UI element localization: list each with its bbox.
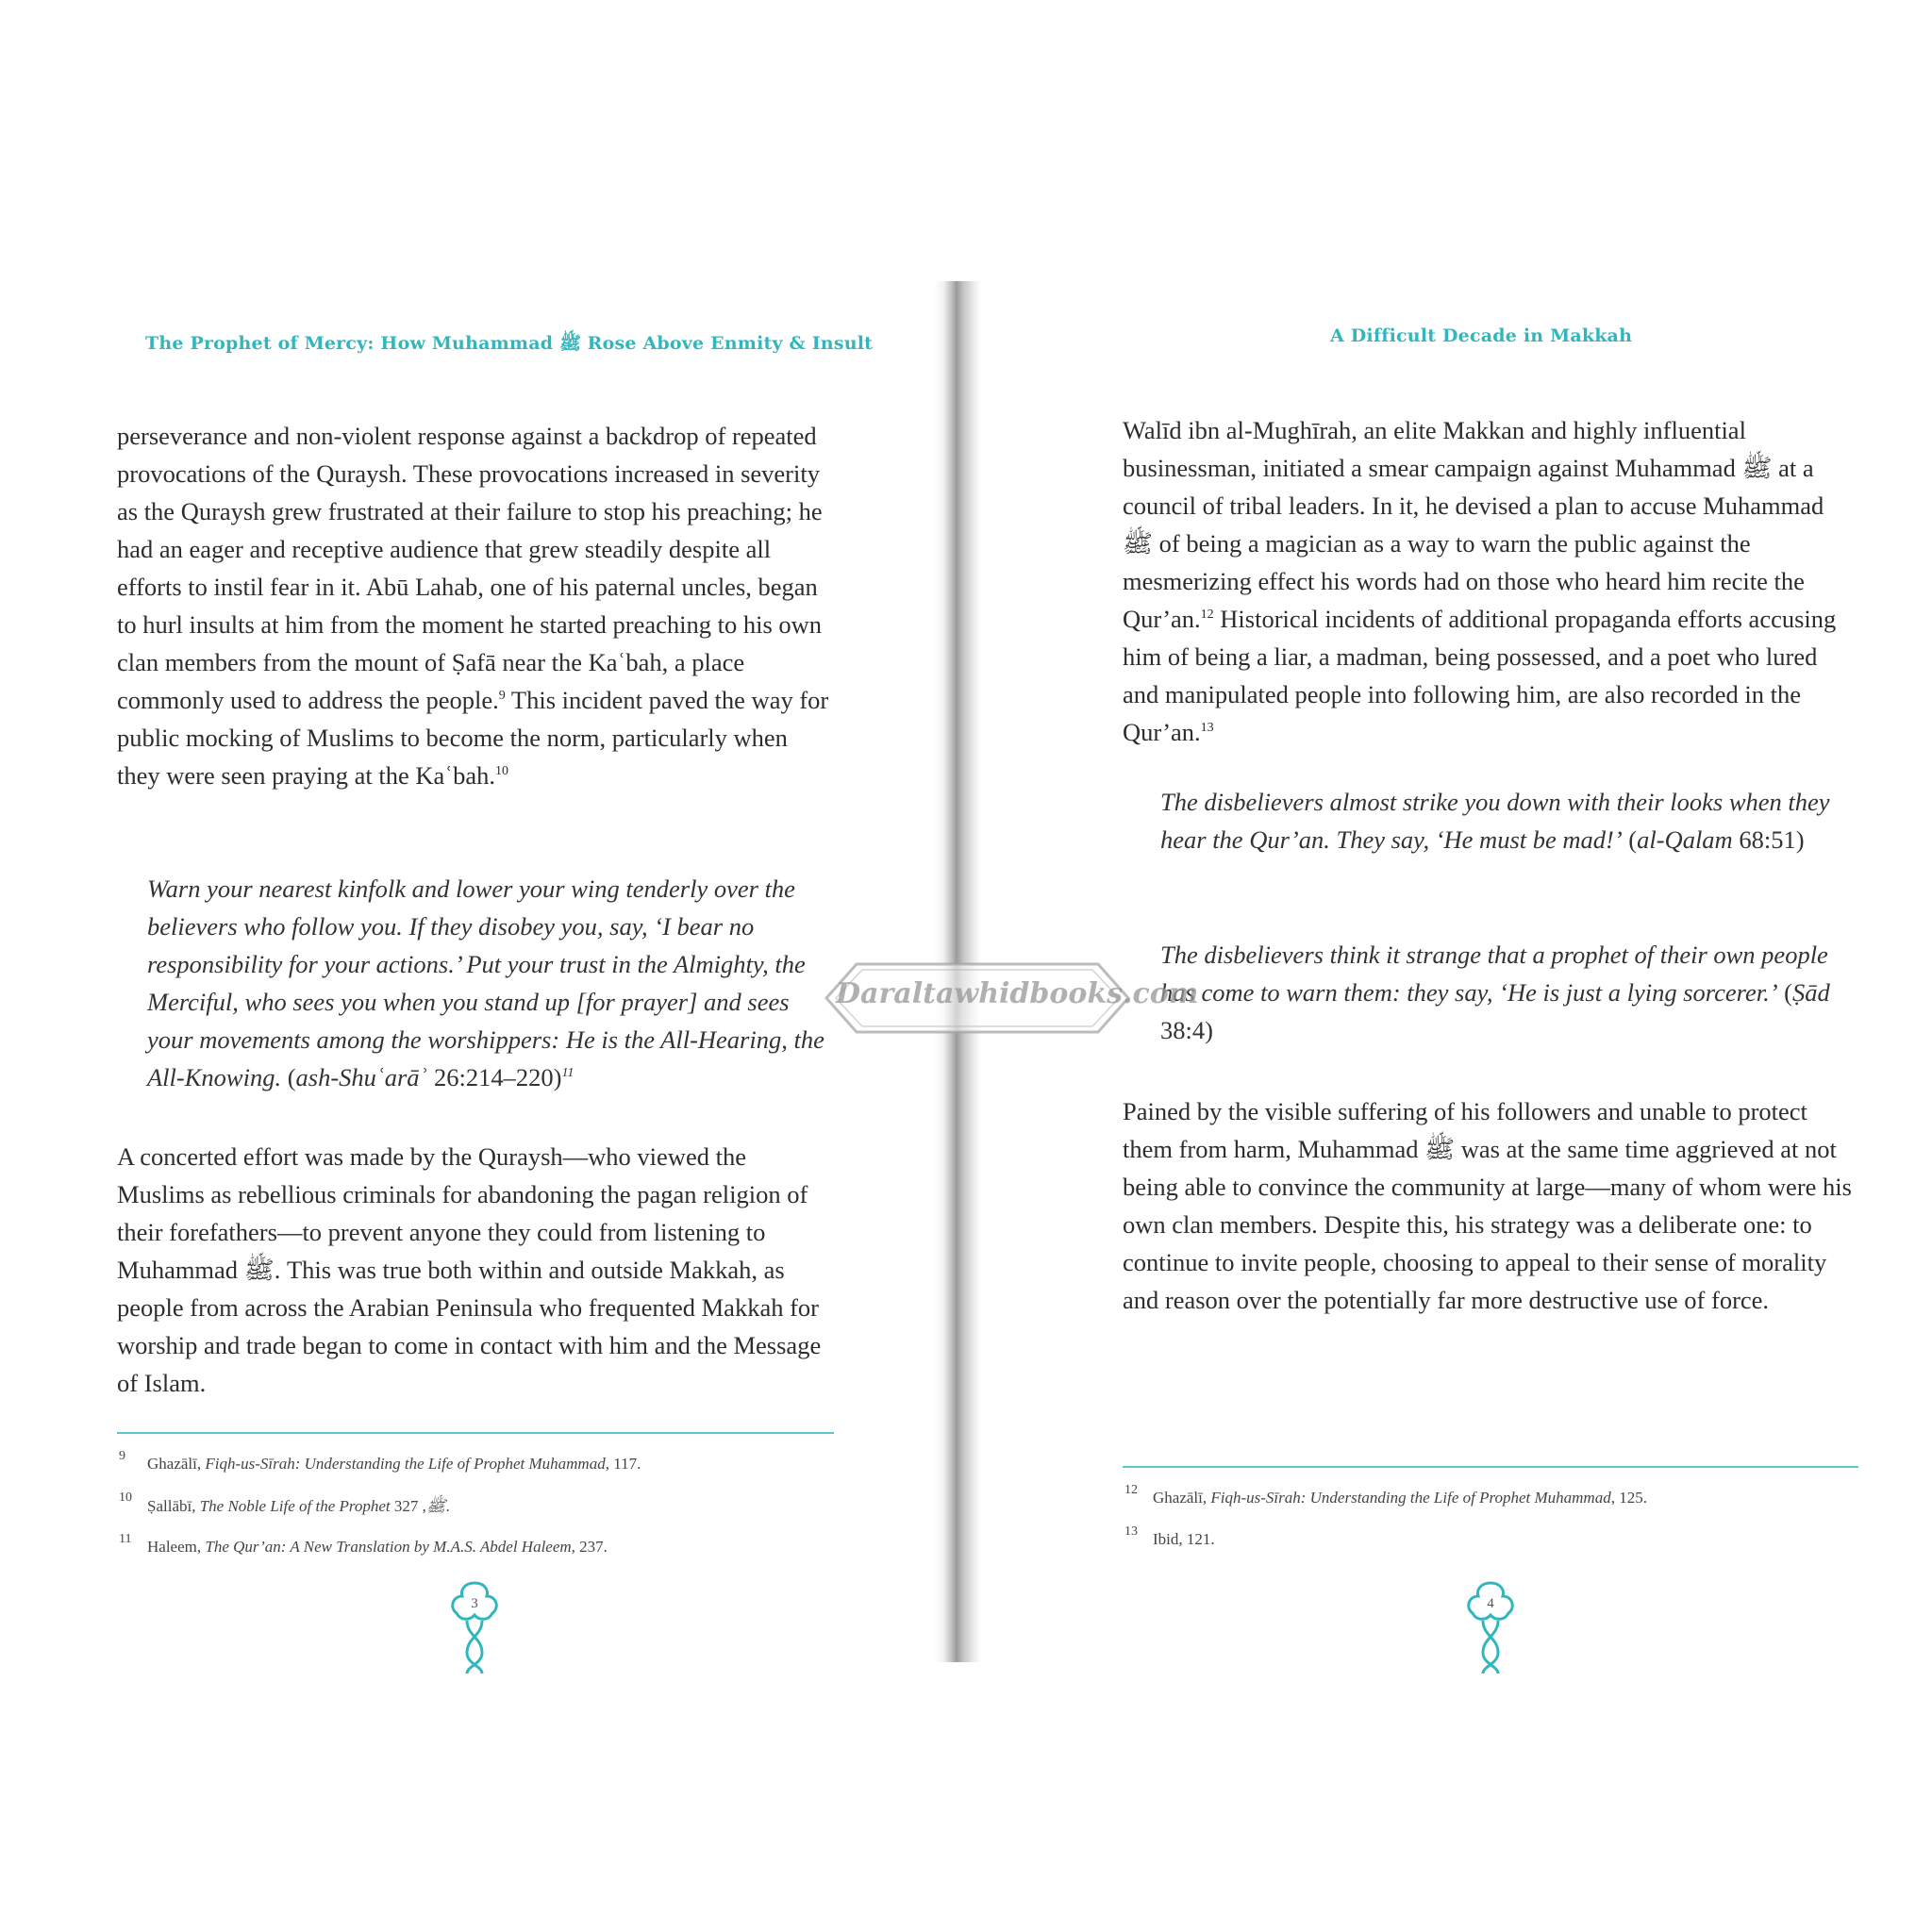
left-quote: Warn your nearest kinfolk and lower your wing tenderly over the believers who follow you. If they disobey you, say, ‘I bear no responsibility for your actions.’ Put your trust in the Almighty, the Merciful, who sees you when you stand up [for prayer] and sees your movements among the worshippers: He is the All-Hearing, the All-Knowing. (ash-Shuʿarāʾ 26:214–220)$^{11}$ xyxy=(147,874,824,1091)
right-quote-2: The disbelievers think it strange that a prophet of their own people has come to warn them: they say, ‘He is just a lying sorcerer.’ (Ṣād 38:4) xyxy=(1160,941,1830,1044)
page-number: 3 xyxy=(471,1596,478,1611)
footnote-ref-10[interactable]: 10 xyxy=(495,764,509,779)
page-number-ornament-right xyxy=(1457,1579,1524,1674)
footnote-item: 13 Ibid, 121. xyxy=(1124,1524,1215,1548)
footnote-ref-12[interactable]: 12 xyxy=(1200,608,1214,623)
page-number-ornament-left xyxy=(441,1579,508,1674)
footnote-ref-11[interactable]: 11 xyxy=(561,1066,575,1081)
page-number: 4 xyxy=(1487,1596,1494,1611)
right-footnotes xyxy=(1124,1483,1860,1572)
footnote-ref-13[interactable]: 13 xyxy=(1200,721,1214,736)
watermark xyxy=(798,953,1199,1043)
footnote-ref-9[interactable]: 9 xyxy=(498,689,506,704)
left-running-head: The Prophet of Mercy: How Muhammad ﷺ Rose Above Enmity & Insult xyxy=(145,333,874,354)
footnote-item: 10 Ṣallābī, The Noble Life of the Prophet ﷺ, 327. xyxy=(119,1491,450,1515)
right-paragraph-1: Walīd ibn al-Mughīrah, an elite Makkan and highly influential businessman, initiated a smear campaign against Muhammad ﷺ at a council of tribal leaders. In it, he devised a plan to accuse Muhammad ﷺ of being a magician as a way to warn the public against the mesmerizing effect his words had on those who heard him recite the Qur’an.$^{12}$ Historical incidents of additional propaganda efforts accusing him of being a liar, a madman, being possessed, and a poet who lured and manipulated people into following him, are also recorded in the Qur’an.$^{13}$ xyxy=(1123,416,1837,746)
footnote-item: 12 Ghazālī, Fiqh-us-Sīrah: Understanding the Life of Prophet Muhammad, 125. xyxy=(1124,1483,1647,1507)
knot-ornament-icon xyxy=(441,1579,508,1674)
right-running-head: A Difficult Decade in Makkah xyxy=(1330,325,1633,346)
right-paragraph-2: Pained by the visible suffering of his followers and unable to protect them from harm, Muhammad ﷺ was at the same time aggrieved at not being able to convince the community at large—many of whom were his own clan members. Despite this, his strategy was a deliberate one: to continue to invite people, choosing to appeal to their sense of morality and reason over the potentially far more destructive use of force. xyxy=(1123,1097,1852,1314)
footnote-item: 9 Ghazālī, Fiqh-us-Sīrah: Understanding the Life of Prophet Muhammad, 117. xyxy=(119,1449,641,1473)
footnote-item: 11 Haleem, The Qur’an: A New Translation by M.A.S. Abdel Haleem, 237. xyxy=(119,1532,608,1556)
footnote-divider xyxy=(117,1432,834,1434)
left-paragraph-2: A concerted effort was made by the Quraysh—who viewed the Muslims as rebellious criminals for abandoning the pagan religion of their forefathers—to prevent anyone they could from listening to Muhammad ﷺ. This was true both within and outside Makkah, as people from across the Arabian Peninsula who frequented Makkah for worship and trade began to come in contact with him and the Message of Islam. xyxy=(117,1142,822,1397)
knot-ornament-icon xyxy=(1457,1579,1524,1674)
right-quote-1: The disbelievers almost strike you down with their looks when they hear the Qur’an. They say, ‘He must be mad!’ (al-Qalam 68:51) xyxy=(1160,788,1830,854)
footnote-divider xyxy=(1123,1466,1858,1468)
left-footnotes xyxy=(119,1449,836,1579)
watermark-text: Daraltawhidbooks.com xyxy=(836,977,1199,1010)
left-paragraph-1: perseverance and non-violent response against a backdrop of repeated provocations of the Quraysh. These provocations increased in severity as the Quraysh grew frustrated at their failure to stop his preaching; he had an eager and receptive audience that grew steadily despite all efforts to instil fear in it. Abū Lahab, one of his paternal uncles, began to hurl insults at him from the moment he started preaching to his own clan members from the mount of Ṣafā near the Kaʿbah, a place commonly used to address the people.$^9$ This incident paved the way for public mocking of Muslims to become the norm, particularly when they were seen praying at the Kaʿbah.$^{10}$ xyxy=(117,422,829,790)
